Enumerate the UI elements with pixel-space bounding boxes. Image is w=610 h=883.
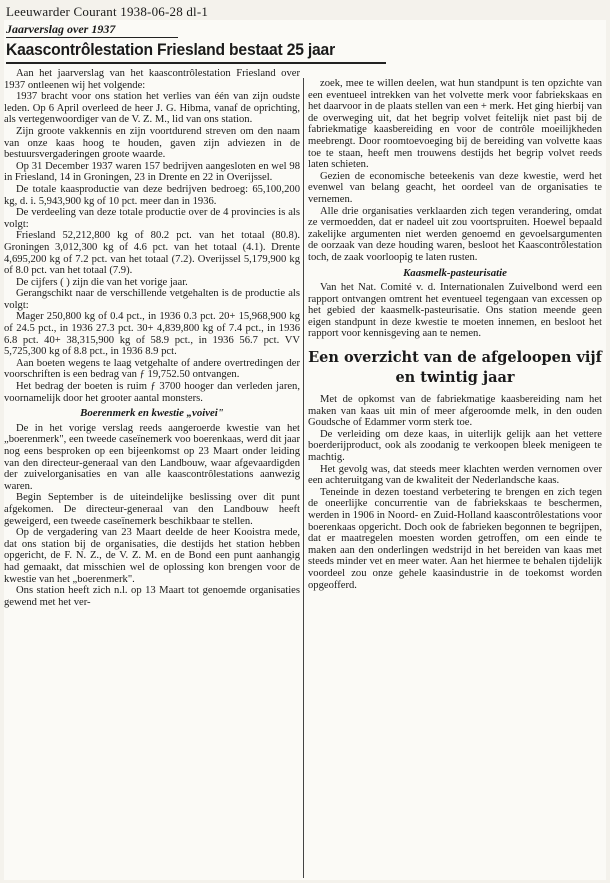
- right-column: [308, 20, 602, 880]
- paragraph: Begin September is de uiteindelijke beslissing over dit punt afgekomen. De directeur-generaal van den Landbouw heeft geweigerd, een tweede caseïnemerk beschikbaar te stellen.: [4, 492, 300, 527]
- paragraph: Zijn groote vakkennis en zijn voortdurend streven om den naam van onze kaas hoog te houden, gaven zijn adviezen in de bestuursvergaderingen groote waarde.: [4, 125, 300, 161]
- paragraph: De cijfers ( ) zijn die van het vorige jaar.: [16, 276, 188, 288]
- newspaper-clipping: [4, 20, 606, 880]
- subheading-boerenmerk: Boerenmerk en kwestie „voivei": [80, 407, 224, 420]
- paragraph: Ons station heeft zich n.l. op 13 Maart tot genoemde organisaties gewend met het ver-: [4, 585, 300, 608]
- paragraph: Mager 250,800 kg of 0.4 pct., in 1936 0.3 pct. 20+ 15,968,900 kg of 24.5 pct., in 1936 27.3 pct. 30+ 4,839,800 kg of 7.4 pct., in 1936 6.8 pct. 40+ 38,315,900 kg of 58.9 pct., in 1936 56.7 pct. VV 5,725,300 kg of 8.8 pct., in 1936 8.9 pct.: [4, 311, 300, 358]
- article-headline: Kaascontrôlestation Friesland bestaat 25 jaar: [6, 40, 335, 59]
- paragraph: Het gevolg was, dat steeds meer klachten werden vernomen over een achteruitgang van de kwaliteit der Nederlandsche kaas.: [308, 463, 602, 487]
- paragraph: 1937 bracht voor ons station het verlies van één van zijn oudste leden. Op 6 April overleed de heer J. G. Hibma, vanaf de oprichting, als vertegenwoordiger van de V. Z. M., lid van ons station.: [4, 91, 300, 126]
- article-kicker: Jaarverslag over 1937: [6, 22, 116, 36]
- paragraph: De totale kaasproductie van deze bedrijven bedroeg: 65,100,200 kg, d. i. 5,943,900 kg of 10 pct. meer dan in 1936.: [4, 183, 300, 207]
- paragraph: Op de vergadering van 23 Maart deelde de heer Kooistra mede, dat ons station bij de organisaties, die destijds het station hebben opgericht, de F. N. Z., de V. Z. M. en de Bond een punt aanhangig had gemaakt, dat misschien wel de oplossing kon brengen voor de kwestie van het „boerenmerk".: [4, 527, 300, 585]
- paragraph: Gezien de economische beteekenis van deze kwestie, werd het evenwel van belang geacht, het oordeel van de organisaties te vernemen.: [308, 170, 602, 205]
- column-divider: [303, 78, 304, 878]
- paragraph: De in het vorige verslag reeds aangeroerde kwestie van het „boerenmerk", een tweede caseïnemerk voo boerenkaas, werd dit jaar nog eens besproken op een bijeenkomst op 23 Maart onder leiding van den directeur-generaal van den Landbouw, waar afgevaardigden der zuivelorganisaties en van alle kaascontrôlestations aanwezig waren.: [4, 422, 300, 492]
- source-caption: Leeuwarder Courant 1938-06-28 dl-1: [6, 4, 209, 19]
- section-title: Een overzicht van de afgeloopen vijf en twintig jaar: [308, 349, 602, 387]
- paragraph: De verdeeling van deze totale productie over de 4 provincies is als volgt:: [4, 207, 300, 230]
- headline-overhang-space: [308, 20, 602, 78]
- paragraph: Aan het jaarverslag van het kaascontrôlestation Friesland over 1937 ontleenen wij het volgende:: [4, 68, 300, 91]
- paragraph: De verleiding om deze kaas, in uiterlijk gelijk aan het vettere boerderijproduct, ook als zoodanig te verkoopen bleek menigeen te machtig.: [308, 428, 602, 464]
- paragraph: Met de opkomst van de fabriekmatige kaasbereiding nam het maken van kaas uit min of meer afgeroomde melk, in den ouden Goudsche of Edammer vorm sterk toe.: [308, 394, 602, 429]
- paragraph: Het bedrag der boeten is ruim ƒ 3700 hooger dan verleden jaren, voornamelijk door het grooter aantal monsters.: [4, 381, 300, 404]
- paragraph: zoek, mee te willen deelen, wat hun standpunt is ten opzichte van een eventueel intrekken van het volvette merk voor fabriekskaas en het daarvoor in de plaats stellen van een + merk. Het ging hierbij van de overweging uit, dat het begrip volvet feitelijk niet past bij de fabriekmatige kaasbereiding en voor de contrôle moeilijkheden meebrengt. Door roomtoevoeging bij de bereiding van volvette kaas toe te staan, heeft men trouwens destijds het begrip volvet reeds laten schieten.: [308, 78, 602, 171]
- paragraph: Aan boeten wegens te laag vetgehalte of andere overtredingen der voorschriften is een bedrag van ƒ 19,752.50 ontvangen.: [4, 357, 300, 381]
- subheading-kaasmelk: Kaasmelk-pasteurisatie: [403, 266, 507, 279]
- paragraph: Teneinde in dezen toestand verbetering te brengen en zich tegen de oneerlijke concurrentie van de fabriekskaas te beschermen, werden in 1906 in Noord- en Zuid-Holland kaascontrôlestations voor boerenkaas opgericht. Doch ook de fabrieken begonnen te begrijpen, dat er maatregelen moesten worden getroffen, om een einde te maken aan den onderlingen wedstrijd in het bereiden van kaas met steeds minder vet en meer water. Aan het hiermee te behalen tijdelijk voordeel zou onze gehele kaasindustrie in de toekomst worden opgeofferd.: [308, 486, 602, 591]
- left-column: [4, 20, 335, 880]
- paragraph: Gerangschikt naar de verschillende vetgehalten is de productie als volgt:: [4, 288, 300, 311]
- paragraph: Op 31 December 1937 waren 157 bedrijven aangesloten en wel 98 in Friesland, 14 in Groningen, 23 in Drente en 22 in Overijssel.: [4, 160, 300, 184]
- kicker-rule: [6, 37, 178, 38]
- paragraph: Van het Nat. Comité v. d. Internationalen Zuivelbond werd een rapport ontvangen omtrent het eventueel tegengaan van excessen op het gebied der kaasmelk-pasteurisatie. Ons station meende geen eigen standpunt in deze kwestie te moeten innemen, en besloot het rapport voor kennisgeving aan te nemen.: [308, 282, 602, 340]
- paragraph: Alle drie organisaties verklaarden zich tegen verandering, omdat ze vermoedden, dat er nadeel uit zou voortspruiten. Hoewel bepaald zakelijke argumenten niet werden genoemd en gevoelsargumenten de oorzaak van deze houding waren, besloot het Kaascontrôlestation toch, de zaak voorloopig te laten rusten.: [308, 205, 602, 263]
- paragraph: Friesland 52,212,800 kg of 80.2 pct. van het totaal (80.8). Groningen 3,012,300 kg of 4.6 pct. van het totaal (4.1). Drente 4,695,200 kg of 7.2 pct. van het totaal (7.2). Overijssel 5,179,900 kg of 8.0 pct. van het totaal (7.9).: [4, 230, 300, 277]
